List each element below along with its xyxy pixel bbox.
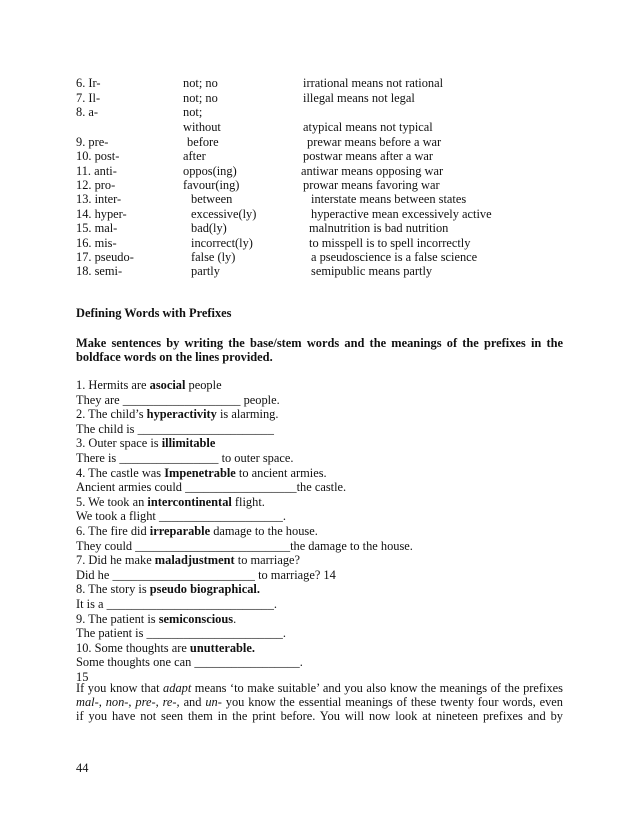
paragraph-line: if you have not seen them in the print before. You will now look at nineteen prefixes and by xyxy=(76,709,563,723)
exercise-line xyxy=(76,466,327,480)
exercise-line xyxy=(76,451,293,465)
boldface-word: unutterable. xyxy=(189,641,255,655)
exercise-line xyxy=(76,539,413,553)
exercise-text: flight. xyxy=(231,495,265,509)
prefix-label: 11. anti- xyxy=(76,164,117,178)
prefix-row xyxy=(0,120,638,134)
exercise-line xyxy=(76,641,255,655)
exercise-text: 10. Some thoughts are xyxy=(76,641,190,655)
prefix-label: 16. mis- xyxy=(76,236,117,250)
prefix-label: 17. pseudo- xyxy=(76,250,134,264)
prefix-meaning: favour(ing) xyxy=(183,178,240,192)
exercise-text: damage to the house. xyxy=(210,524,318,538)
exercise-text: 8. The story is xyxy=(76,582,150,596)
exercise-line xyxy=(76,407,278,421)
prefix-example: a pseudoscience is a false science xyxy=(311,250,478,264)
prefix-row xyxy=(0,250,638,264)
prefix-meaning: not; xyxy=(183,105,203,119)
exercise-text: There is ________________ to outer space. xyxy=(76,451,294,465)
exercise-line xyxy=(76,422,274,436)
prefix-label: 6. Ir- xyxy=(76,76,101,90)
prefix-row xyxy=(0,76,638,90)
exercise-text: 6. The fire did xyxy=(76,524,150,538)
prefix-label: 10. post- xyxy=(76,149,120,163)
boldface-word: hyperactivity xyxy=(146,407,217,421)
prefix-row xyxy=(0,178,638,192)
exercise-text: 5. We took an xyxy=(76,495,148,509)
exercise-line xyxy=(76,626,286,640)
prefix-example: atypical means not typical xyxy=(303,120,433,134)
prefix-example: illegal means not legal xyxy=(303,91,415,105)
prefix-meaning: false (ly) xyxy=(191,250,236,264)
prefix-example: prowar means favoring war xyxy=(303,178,440,192)
prefix-row xyxy=(0,164,638,178)
prefix-label: 7. Il- xyxy=(76,91,101,105)
instructions: Make sentences by writing the base/stem words and the meanings of the prefixes in the boldface words on the lines provided. xyxy=(76,336,563,364)
exercise-text: people xyxy=(185,378,222,392)
exercise-line xyxy=(76,495,265,509)
prefix-example: hyperactive mean excessively active xyxy=(311,207,492,221)
prefix-example: interstate means between states xyxy=(311,192,467,206)
boldface-word: pseudo biographical. xyxy=(149,582,260,596)
prefix-example: antiwar means opposing war xyxy=(301,164,444,178)
boldface-word: Impenetrable xyxy=(164,466,236,480)
boldface-word: maladjustment xyxy=(154,553,235,567)
exercise-text: 3. Outer space is xyxy=(76,436,162,450)
exercise-text: . xyxy=(233,612,237,626)
exercise-text: to marriage? xyxy=(234,553,301,567)
page-number: 44 xyxy=(76,761,89,775)
prefix-example: irrational means not rational xyxy=(303,76,444,90)
exercise-text: They are ___________________ people. xyxy=(76,393,280,407)
boldface-word: irreparable xyxy=(149,524,211,538)
boldface-word: intercontinental xyxy=(147,495,232,509)
exercise-line xyxy=(76,597,277,611)
exercise-line xyxy=(76,655,303,669)
prefix-meaning: excessive(ly) xyxy=(191,207,257,221)
exercise-text: 4. The castle was xyxy=(76,466,165,480)
exercise-line xyxy=(76,568,336,582)
exercise-text: Some thoughts one can _________________. xyxy=(76,655,303,669)
exercise-line xyxy=(76,436,215,450)
prefix-meaning: not; no xyxy=(183,91,218,105)
prefix-label: 18. semi- xyxy=(76,264,123,278)
prefix-label: 12. pro- xyxy=(76,178,116,192)
prefix-example: prewar means before a war xyxy=(307,135,442,149)
exercise-text: The patient is ______________________. xyxy=(76,626,286,640)
prefix-row xyxy=(0,149,638,163)
prefix-row xyxy=(0,264,638,278)
prefix-label: 15. mal- xyxy=(76,221,118,235)
paragraph-line: If you know that adapt means ‘to make suitable’ and you also know the meanings of the prefixes xyxy=(76,681,564,695)
prefix-example: malnutrition is bad nutrition xyxy=(309,221,449,235)
prefix-meaning: incorrect(ly) xyxy=(191,236,253,250)
exercise-line xyxy=(76,553,300,567)
exercise-text: 2. The child’s xyxy=(76,407,147,421)
exercise-text: Did he _______________________ to marriage? 14 xyxy=(76,568,336,582)
prefix-label: 14. hyper- xyxy=(76,207,127,221)
prefix-meaning: bad(ly) xyxy=(191,221,227,235)
exercise-text: It is a ___________________________. xyxy=(76,597,277,611)
prefix-meaning: oppos(ing) xyxy=(183,164,237,178)
prefix-row xyxy=(0,236,638,250)
exercise-line xyxy=(76,393,280,407)
boldface-word: illimitable xyxy=(161,436,216,450)
boldface-word: semiconscious xyxy=(158,612,234,626)
prefix-meaning: after xyxy=(183,149,206,163)
prefix-row xyxy=(0,105,638,119)
prefix-label: 13. inter- xyxy=(76,192,122,206)
prefix-example: to misspell is to spell incorrectly xyxy=(309,236,471,250)
exercise-text: We took a flight ____________________. xyxy=(76,509,286,523)
exercise-line xyxy=(76,378,222,392)
prefix-meaning: without xyxy=(183,120,221,134)
exercise-line xyxy=(76,509,286,523)
exercise-text: is alarming. xyxy=(216,407,279,421)
prefix-example: semipublic means partly xyxy=(311,264,433,278)
exercise-text: 9. The patient is xyxy=(76,612,159,626)
exercise-text: They could _________________________the damage to the house. xyxy=(76,539,413,553)
prefix-example: postwar means after a war xyxy=(303,149,434,163)
exercise-text: 7. Did he make xyxy=(76,553,155,567)
exercise-line xyxy=(76,582,260,596)
exercise-text: 15 xyxy=(76,670,89,684)
prefix-label: 9. pre- xyxy=(76,135,109,149)
exercise-text: to ancient armies. xyxy=(235,466,327,480)
prefix-label: 8. a- xyxy=(76,105,99,119)
prefix-row xyxy=(0,207,638,221)
exercise-text: 1. Hermits are xyxy=(76,378,150,392)
exercise-line xyxy=(76,480,346,494)
prefix-row xyxy=(0,91,638,105)
exercise-text: Ancient armies could __________________the castle. xyxy=(76,480,347,494)
prefix-meaning: partly xyxy=(191,264,220,278)
exercise-line xyxy=(76,524,318,538)
closing-paragraph xyxy=(76,681,563,723)
boldface-word: asocial xyxy=(149,378,186,392)
paragraph-line: mal-, non-, pre-, re-, and un- you know the essential meanings of these twenty four words, even xyxy=(76,695,564,709)
prefix-row xyxy=(0,221,638,235)
prefix-meaning: between xyxy=(191,192,233,206)
exercise-text: The child is ______________________ xyxy=(76,422,274,436)
prefix-row xyxy=(0,135,638,149)
prefix-row xyxy=(0,192,638,206)
exercise-line xyxy=(76,612,236,626)
section-heading: Defining Words with Prefixes xyxy=(76,306,232,320)
prefix-meaning: not; no xyxy=(183,76,218,90)
prefix-meaning: before xyxy=(187,135,219,149)
